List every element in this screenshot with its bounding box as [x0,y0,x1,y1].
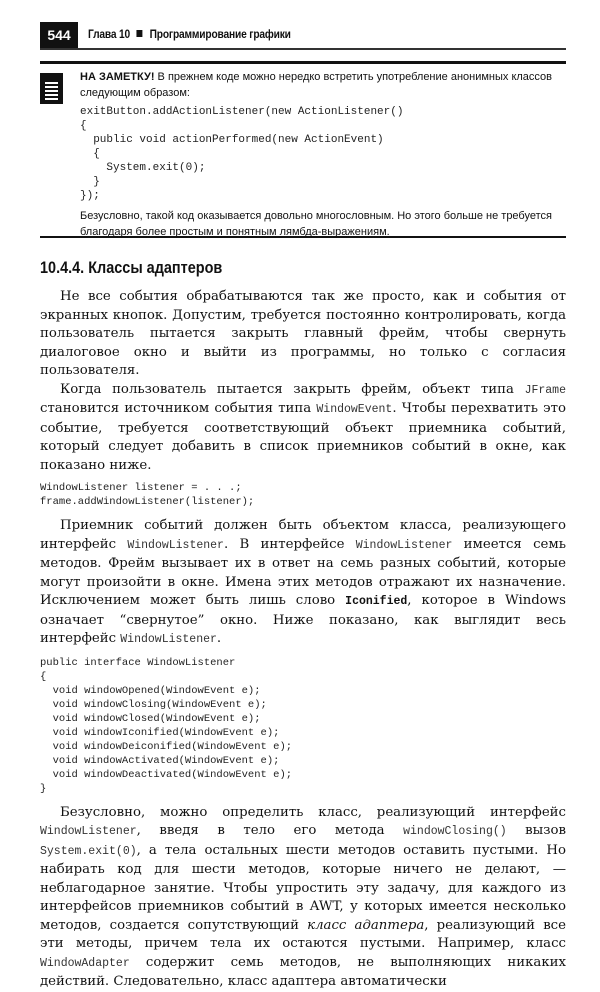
paragraph [40,804,566,992]
text-run: имеется семь методов. Фрейм вызывает их в ответ на семь разных событий, которые могут произойти в окне. Имена этих методов отражают их назначение. Исключением может быть лишь слово [40,536,566,608]
code-block [40,656,566,796]
text-run: . Чтобы перехватить это событие, требуется соответствующий объект приемника событий, который следует добавить в список приемников событий в окне, как показано ниже. [40,401,566,473]
code-line: System.exit(0); [80,162,206,174]
code-line: void windowOpened(WindowEvent e); [40,684,261,697]
chapter-label: Глава 10 [88,27,131,41]
running-header [40,22,566,50]
inline-code: Iconified [345,595,408,608]
code-line: frame.addWindowListener(listener); [40,496,255,508]
text-run: . В интерфейсе [223,536,356,552]
code-line: public interface WindowListener [40,656,236,669]
body-text [40,288,566,992]
code-line: WindowListener listener = . . .; [40,482,242,494]
inline-code: WindowListener [120,633,217,646]
text-run: , реализующий все эти методы, причем тела их остаются пустыми. Например, класс [40,917,566,951]
text-run: вызов [506,823,566,838]
chapter-name: Программирование графики [149,27,291,41]
code-line: }); [80,190,100,202]
note-intro [80,69,562,101]
inline-code: WindowListener [127,538,224,552]
code-line: } [80,176,100,188]
note-intro-text: В прежнем коде можно нередко встретить употребление анонимных классов следующим образом: [80,71,553,99]
code-line: } [40,782,47,795]
text-run: , которое в Windows означает “свернутое” окно. Ниже показано, как выглядит весь интерфейс [40,593,566,646]
code-line: { [80,148,100,160]
inline-code: WindowListener [40,825,137,838]
text-run: становится источником события типа [40,401,317,416]
code-line: void windowClosing(WindowEvent e); [40,698,267,711]
inline-code: WindowEvent [316,403,393,416]
note-box [40,61,566,238]
square-bullet-icon [137,30,143,37]
note-label: НА ЗАМЕТКУ! [80,71,155,83]
text-run: Безусловно, можно определить класс, реализующий интерфейс [60,804,566,820]
page-number: 544 [40,22,78,48]
code-line: void windowDeiconified(WindowEvent e); [40,740,293,753]
text-run: , а тела остальных шести методов оставить пустыми. Но набирать код для шести методов, которые ничего не делают, — неблагодарное занятие. Чтобы упростить эту задачу, для каждого из интерфейсов приемников событий в AWT, у которых имеется несколько методов, создается сопутствующий [40,842,566,933]
inline-code: JFrame [524,383,566,397]
code-line: void windowClosed(WindowEvent e); [40,712,261,725]
inline-code: windowClosing() [403,825,507,838]
code-line: exitButton.addActionListener(new ActionListener() [80,106,404,118]
text-run: Приемник событий должен быть объектом класса, реализующего интерфейс [40,518,566,552]
code-line: { [40,670,47,683]
chapter-title [88,27,291,41]
code-line: void windowDeactivated(WindowEvent e); [40,768,293,781]
inline-code: System.exit(0) [40,844,137,858]
text-run: . [216,631,222,646]
paragraph [40,517,566,650]
inline-code: WindowListener [355,538,453,552]
text-run: класс адаптера [307,917,425,933]
text-run: содержит семь методов, не выполняющих никаких действий. Следовательно, класс адаптера автоматически [40,954,566,989]
text-run: , введя в тело его метода [136,823,404,838]
paragraph [40,381,566,476]
code-line: public void actionPerformed(new ActionEvent) [80,134,384,146]
code-line: { [80,120,87,132]
inline-code: WindowAdapter [40,956,130,970]
code-line: void windowActivated(WindowEvent e); [40,754,280,767]
note-icon [40,73,63,104]
text-run: Не все события обрабатываются так же просто, как и события от экранных кнопок. Допустим, требуется постоянно контролировать, когда пользователь пытается закрыть главный фрейм, чтобы свернуть диалоговое окно и выйти из программы, но только с согласия пользователя. [40,289,566,378]
paragraph [40,288,566,381]
note-outro: Безусловно, такой код оказывается довольно многословным. Но этого больше не требуется благодаря более простым и понятным лямбда-выражениям. [80,210,552,238]
text-run: Когда пользователь пытается закрыть фрейм, объект типа [60,381,525,397]
note-code [80,105,562,203]
code-line: void windowIconified(WindowEvent e); [40,726,280,739]
section-heading: 10.4.4. Классы адаптеров [40,258,223,277]
code-block [40,481,566,509]
